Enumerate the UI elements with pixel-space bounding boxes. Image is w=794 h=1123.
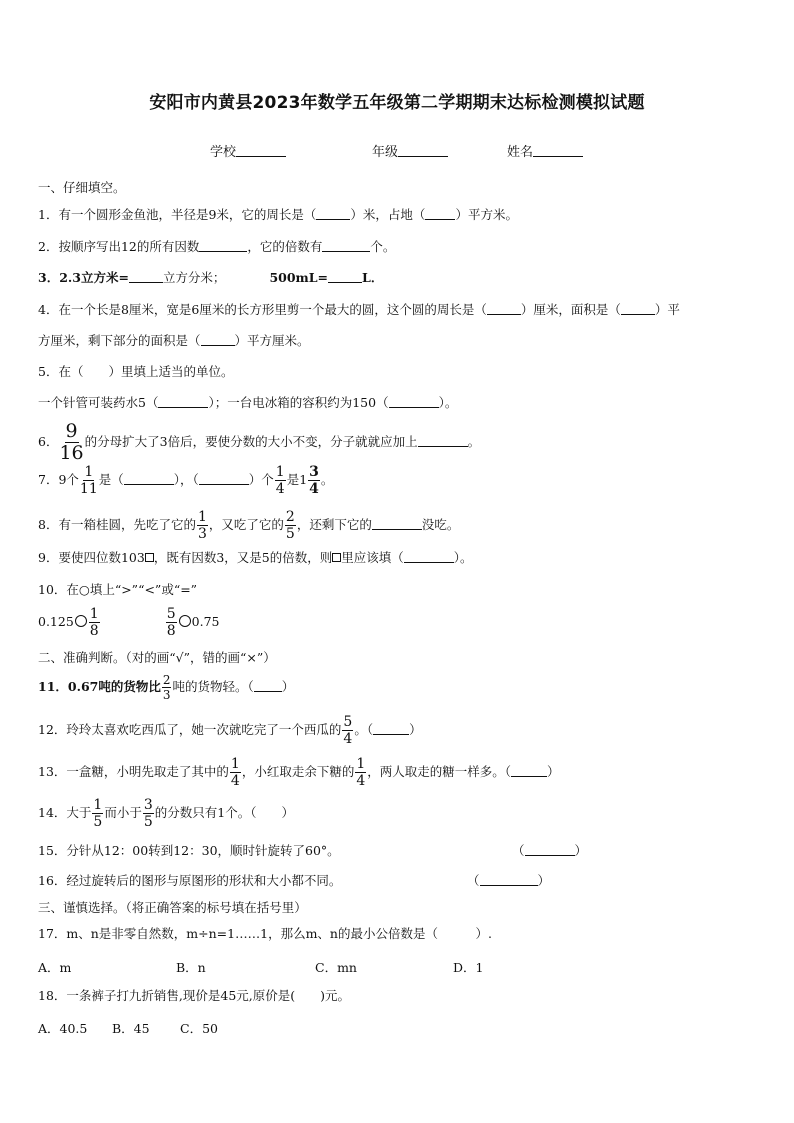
page-title: 安阳市内黄县2023年数学五年级第二学期期末达标检测模拟试题 xyxy=(149,93,645,113)
option-c[interactable]: C．mn xyxy=(315,960,357,975)
fraction: $\frac{1}{8}$ xyxy=(89,606,99,639)
grade-blank[interactable] xyxy=(398,143,448,157)
answer-blank[interactable] xyxy=(389,394,439,408)
question-13: 13．一盒糖，小明先取走了其中的 $\frac{1}{4}$ ，小红取走余下糖的 $\frac{1}{4}$ ，两人取走的糖一样多。（ ） xyxy=(38,756,560,789)
fraction: $\frac{3}{4}$ xyxy=(309,464,319,497)
question-3: 3．2.3立方米= 立方分米； 500mL= L． xyxy=(38,270,384,285)
answer-blank[interactable] xyxy=(487,301,521,315)
question-15-answer: （ ） xyxy=(512,843,588,858)
option-b[interactable]: B．n xyxy=(176,960,206,975)
circle-blank[interactable] xyxy=(75,615,87,627)
question-2: 2．按顺序写出12的所有因数 ，它的倍数有 个。 xyxy=(38,239,396,254)
question-14: 14．大于 $\frac{1}{5}$ 而小于 $\frac{3}{5}$ 的分数只有1个。（ ） xyxy=(38,797,294,830)
answer-blank[interactable] xyxy=(404,549,454,563)
fraction: $\frac{1}{4}$ xyxy=(230,756,240,789)
question-16: 16．经过旋转后的图形与原图形的形状和大小都不同。 xyxy=(38,873,342,888)
question-6: 6． $\frac{9}{16}$ 的分母扩大了3倍后，要使分数的大小不变，分子就就应加上 。 xyxy=(38,420,481,464)
option-c[interactable]: C．50 xyxy=(180,1021,218,1036)
fraction: $\frac{3}{5}$ xyxy=(143,797,153,830)
box-placeholder xyxy=(145,553,154,562)
answer-blank[interactable] xyxy=(201,332,235,346)
question-4-cont: 方厘米，剩下部分的面积是（ ）平方厘米。 xyxy=(38,333,310,348)
answer-blank[interactable] xyxy=(322,238,370,252)
answer-blank[interactable] xyxy=(316,206,350,220)
section-heading-1: 一、仔细填空。 xyxy=(38,180,126,195)
name-label: 姓名 xyxy=(507,145,534,160)
option-b[interactable]: B．45 xyxy=(112,1021,150,1036)
school-label: 学校 xyxy=(210,145,237,160)
answer-blank[interactable] xyxy=(199,471,249,485)
question-1: 1．有一个圆形金鱼池，半径是9米，它的周长是（ ）米，占地（ ）平方米。 xyxy=(38,207,518,222)
option-d[interactable]: D．1 xyxy=(453,960,484,975)
answer-blank[interactable] xyxy=(418,433,468,447)
question-17: 17．m、n是非零自然数，m÷n=1……1，那么m、n的最小公倍数是（ ）. xyxy=(38,926,492,941)
section-heading-2: 二、准确判断。（对的画“√”，错的画“×”） xyxy=(38,650,276,665)
answer-blank[interactable] xyxy=(158,394,208,408)
question-16-answer: （ ） xyxy=(467,873,551,888)
question-12: 12．玲玲太喜欢吃西瓜了，她一次就吃完了一个西瓜的 $\frac{5}{4}$ 。（ ） xyxy=(38,714,422,747)
box-placeholder xyxy=(332,553,341,562)
fraction: $\frac{5}{8}$ xyxy=(166,606,176,639)
question-7: 7．9个 $\frac{1}{11}$ 是（ ），（ ）个 $\frac{1}{4}$ 是1 $\frac{3}{4}$ 。 xyxy=(38,464,334,497)
fraction: $\frac{1}{5}$ xyxy=(93,797,103,830)
answer-blank[interactable] xyxy=(328,269,362,283)
fraction: $\frac{2}{5}$ xyxy=(285,509,295,542)
answer-blank[interactable] xyxy=(129,269,163,283)
name-blank[interactable] xyxy=(533,143,583,157)
school-field xyxy=(210,141,286,160)
question-10-items: 0.125 $\frac{1}{8}$ $\frac{5}{8}$ 0.75 xyxy=(38,606,220,639)
answer-blank[interactable] xyxy=(621,301,655,315)
fraction: $\frac{1}{3}$ xyxy=(197,509,207,542)
question-5: 5．在（ ）里填上适当的单位。 xyxy=(38,364,234,379)
answer-blank[interactable] xyxy=(525,842,575,856)
answer-blank[interactable] xyxy=(372,516,422,530)
answer-blank[interactable] xyxy=(254,678,282,692)
circle-blank[interactable] xyxy=(179,615,191,627)
question-10: 10．在○填上“>”“<”或“=” xyxy=(38,582,198,597)
grade-field xyxy=(372,141,448,160)
question-4: 4．在一个长是8厘米，宽是6厘米的长方形里剪一个最大的圆，这个圆的周长是（ ）厘米，面积是（ ）平 xyxy=(38,302,680,317)
answer-blank[interactable] xyxy=(480,872,538,886)
fraction: $\frac{1}{11}$ xyxy=(79,464,98,497)
fraction: $\frac{9}{16}$ xyxy=(59,420,84,464)
question-8: 8．有一箱桂圆，先吃了它的 $\frac{1}{3}$ ，又吃了它的 $\frac{2}{5}$ ，还剩下它的 没吃。 xyxy=(38,509,460,542)
question-11: 11．0.67吨的货物比 $\frac{2}{3}$ 吨的货物轻。（ ） xyxy=(38,673,295,702)
answer-blank[interactable] xyxy=(199,238,247,252)
fraction: $\frac{1}{4}$ xyxy=(356,756,366,789)
answer-blank[interactable] xyxy=(124,471,174,485)
question-9: 9．要使四位数103 ，既有因数3，又是5的倍数，则 里应该填（ ）。 xyxy=(38,550,473,565)
question-18: 18．一条裤子打九折销售,现价是45元,原价是( )元。 xyxy=(38,988,351,1003)
name-field xyxy=(507,141,583,160)
fraction: $\frac{2}{3}$ xyxy=(162,673,171,702)
question-5-cont: 一个针管可装药水5（ ）；一台电冰箱的容积约为150（ ）。 xyxy=(38,395,458,410)
grade-label: 年级 xyxy=(372,145,399,160)
option-a[interactable]: A．40.5 xyxy=(38,1021,88,1036)
answer-blank[interactable] xyxy=(425,206,455,220)
answer-blank[interactable] xyxy=(511,763,547,777)
question-15: 15．分针从12：00转到12：30，顺时针旋转了60°。 xyxy=(38,843,340,858)
fraction: $\frac{5}{4}$ xyxy=(343,714,353,747)
section-heading-3: 三、谨慎选择。（将正确答案的标号填在括号里） xyxy=(38,900,307,915)
fraction: $\frac{1}{4}$ xyxy=(275,464,285,497)
school-blank[interactable] xyxy=(236,143,286,157)
answer-blank[interactable] xyxy=(373,721,409,735)
option-a[interactable]: A．m xyxy=(38,960,72,975)
